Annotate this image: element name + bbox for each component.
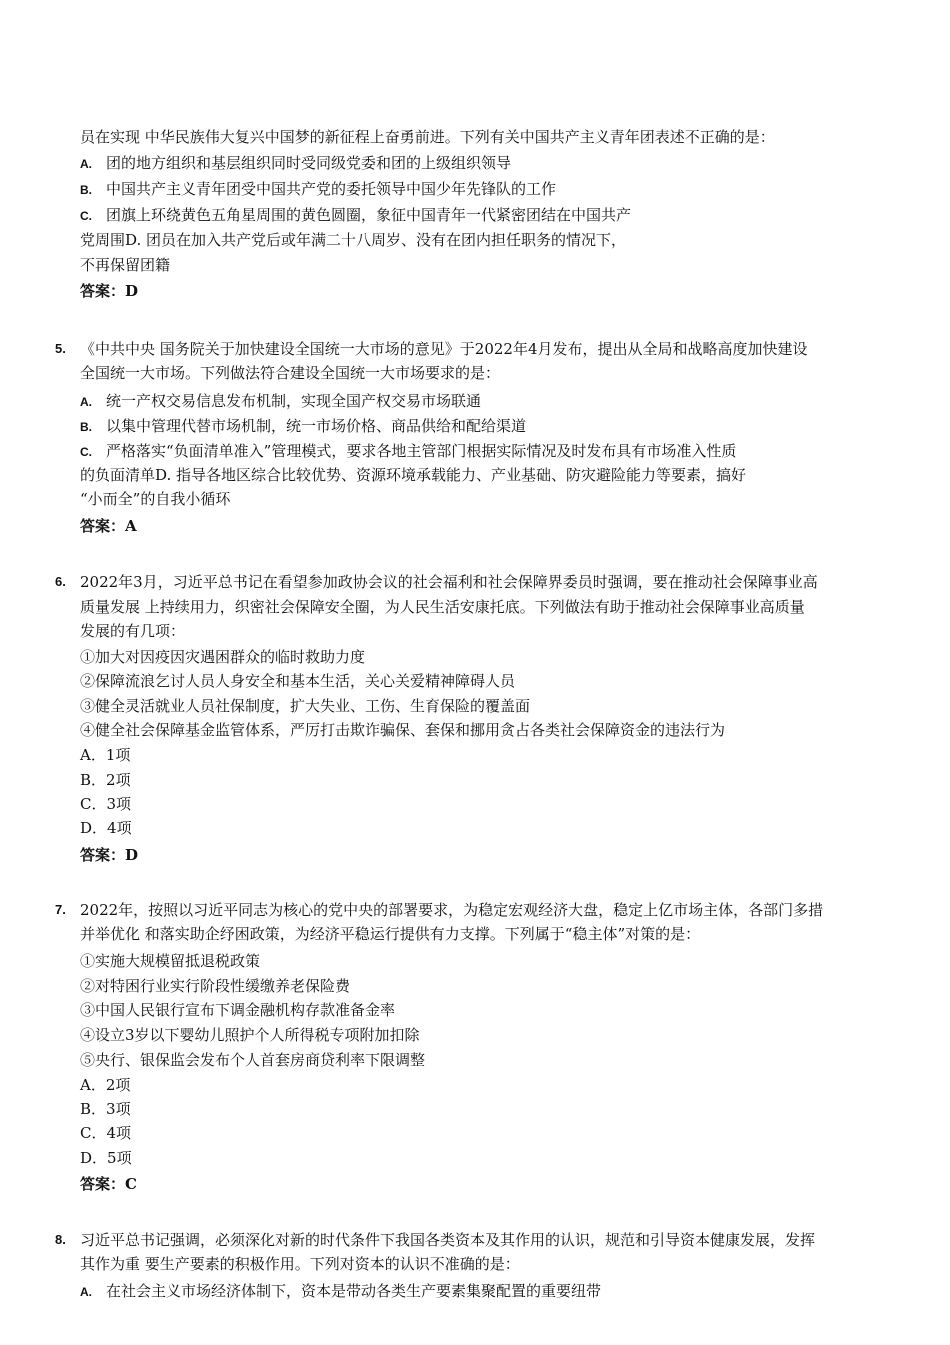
q5-option-a [80,390,481,413]
q6-number: 6. [55,574,66,589]
q6-stem: 2022年3月，习近平总书记在看望参加政协会议的社会福利和社会保障界委员时强调，要在推动社会保障事业高 [80,573,818,591]
q5-option-wrap: “小而全”的自我小循环 [80,490,231,508]
q7-choice-a: A．2项 [80,1076,131,1094]
q6-item: ④健全社会保障基金监管体系，严厉打击欺诈骗保、套保和挪用贪占各类社会保障资金的违法行为 [80,721,726,739]
q4-option-a [80,152,511,175]
q6-answer: 答案：D [80,846,139,864]
q7-item: ①实施大规模留抵退税政策 [80,952,261,970]
q4-answer: 答案：D [80,282,139,300]
q7-answer: 答案：C [80,1175,137,1193]
q8-option-a [80,1280,601,1303]
q7-choice-d: D．5项 [80,1149,132,1167]
q5-option-b [80,415,526,438]
q5-stem: 全国统一大市场。下列做法符合建设全国统一大市场要求的是： [80,364,501,382]
q6-item: ②保障流浪乞讨人员人身安全和基本生活，关心关爱精神障碍人员 [80,672,516,690]
q5-stem: 《中共中央 国务院关于加快建设全国统一大市场的意见》于2022年4月发布，提出从全局和战略高度加快建设 [80,340,808,358]
q4-option-b [80,178,556,201]
option-letter: A. [80,1285,92,1299]
option-text: 严格落实“负面清单准入”管理模式，要求各地主管部门根据实际情况及时发布具有市场准入性质 [106,442,737,460]
q8-stem: 习近平总书记强调，必须深化对新的时代条件下我国各类资本及其作用的认识，规范和引导资本健康发展，发挥 [80,1231,816,1249]
q8-number: 8. [55,1232,66,1247]
option-text: 在社会主义市场经济体制下，资本是带动各类生产要素集聚配置的重要纽带 [106,1282,602,1300]
option-text: 统一产权交易信息发布机制，实现全国产权交易市场联通 [106,392,482,410]
q7-item: ⑤央行、银保监会发布个人首套房商贷利率下限调整 [80,1051,426,1069]
q4-stem: 员在实现 中华民族伟大复兴中国梦的新征程上奋勇前进。下列有关中国共产主义青年团表述不正确的是： [80,128,775,146]
q6-choice-c: C．3项 [80,795,132,813]
q6-stem: 质量发展 上持续用力，织密社会保障安全圈，为人民生活安康托底。下列做法有助于推动社会保障事业高质量 [80,598,805,616]
option-text: 以集中管理代替市场机制，统一市场价格、商品供给和配给渠道 [106,417,527,435]
option-text: 团旗上环绕黄色五角星周围的黄色圆圈，象征中国青年一代紧密团结在中国共产 [106,206,632,224]
q5-option-wrap: 的负面清单D. 指导各地区综合比较优势、资源环境承载能力、产业基础、防灾避险能力等要素，搞好 [80,466,747,484]
option-text: 中国共产主义青年团受中国共产党的委托领导中国少年先锋队的工作 [106,180,557,198]
q4-option-wrap: 党周围D. 团员在加入共产党后或年满二十八周岁、没有在团内担任职务的情况下， [80,231,627,249]
q7-choice-c: C．4项 [80,1124,132,1142]
option-text: 团的地方组织和基层组织同时受同级党委和团的上级组织领导 [106,154,512,172]
q7-item: ③中国人民银行宣布下调金融机构存款准备金率 [80,1001,396,1019]
option-letter: B. [80,420,92,434]
q6-stem: 发展的有几项： [80,622,186,640]
q7-choice-b: B．3项 [80,1100,131,1118]
q5-option-c [80,440,736,463]
q8-stem: 其作为重 要生产要素的积极作用。下列对资本的认识不准确的是： [80,1255,520,1273]
q7-item: ②对特困行业实行阶段性缓缴养老保险费 [80,977,351,995]
q7-number: 7. [55,902,66,917]
option-letter: B. [80,183,92,197]
option-letter: C. [80,209,92,223]
q7-stem: 2022年，按照以习近平同志为核心的党中央的部署要求，为稳定宏观经济大盘，稳定上亿市场主体，各部门多措 [80,901,824,919]
q4-option-wrap: 不再保留团籍 [80,256,171,274]
q6-item: ①加大对因疫因灾遇困群众的临时救助力度 [80,648,366,666]
q6-item: ③健全灵活就业人员社保制度，扩大失业、工伤、生育保险的覆盖面 [80,697,531,715]
q4-option-c [80,204,631,227]
q5-answer: 答案：A [80,517,137,535]
q7-item: ④设立3岁以下婴幼儿照护个人所得税专项附加扣除 [80,1026,420,1044]
q7-stem: 并举优化 和落实助企纾困政策，为经济平稳运行提供有力支撑。下列属于“稳主体”对策的是： [80,925,701,943]
q6-choice-d: D．4项 [80,819,132,837]
q5-number: 5. [55,341,66,356]
q6-choice-b: B．2项 [80,771,131,789]
option-letter: A. [80,395,92,409]
option-letter: A. [80,157,92,171]
option-letter: C. [80,445,92,459]
q6-choice-a: A．1项 [80,746,131,764]
